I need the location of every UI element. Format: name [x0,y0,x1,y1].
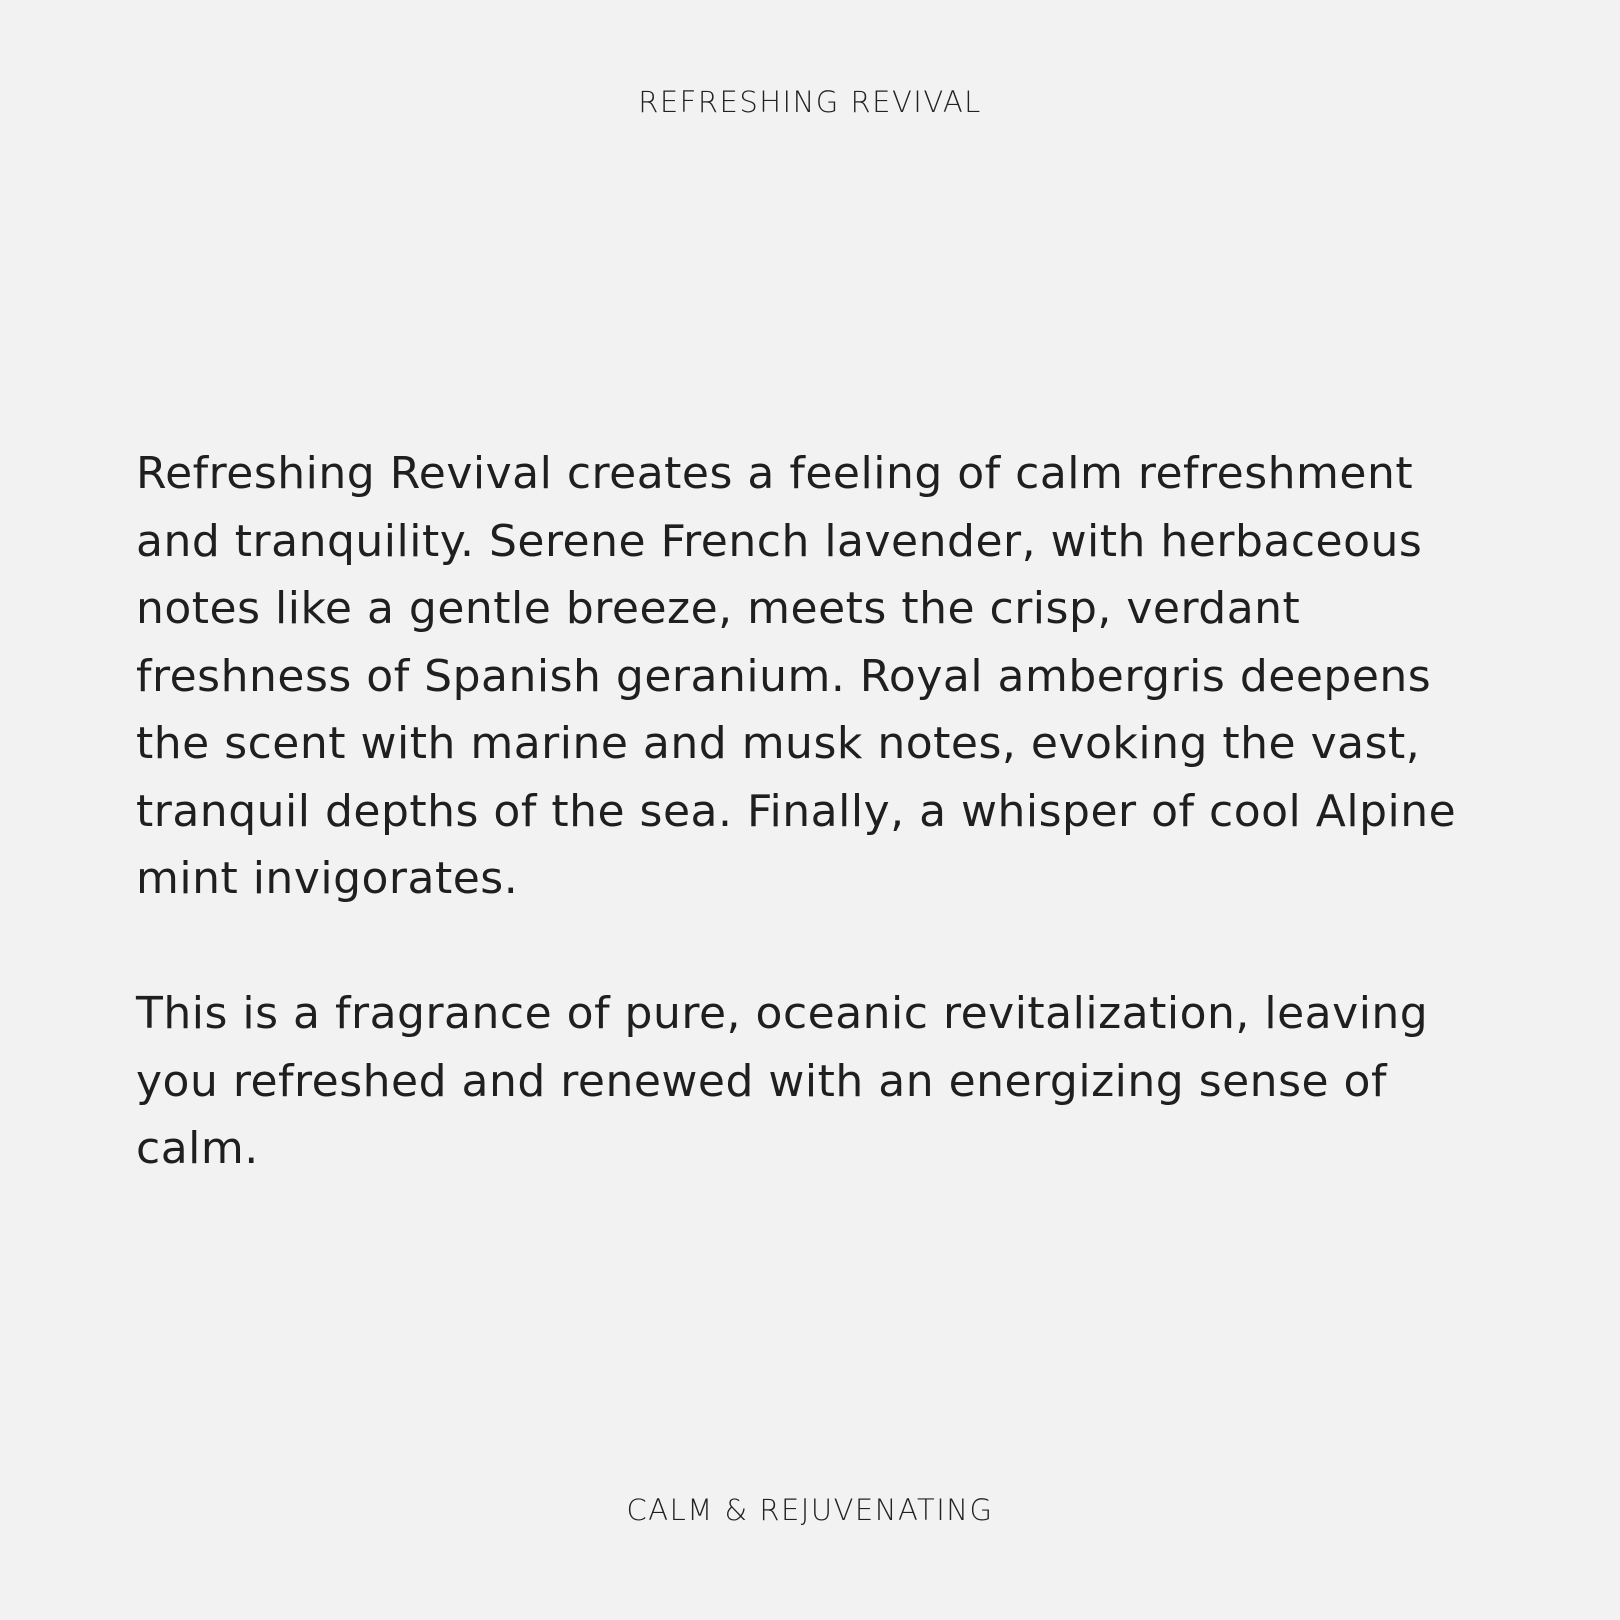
description-paragraph-1: Refreshing Revival creates a feeling of calm refreshment and tranquility. Serene French lavender, with herbaceous notes like a gentle breeze, meets the crisp, verdant freshness of Spanish geranium. Royal ambergris deepens the scent with marine and musk notes, evoking the vast, tranquil depths of the sea. Finally, a whisper of cool Alpine mint invigorates. [136,448,1457,904]
description-text [136,440,1496,1183]
product-title: REFRESHING REVIVAL [638,85,982,119]
description-paragraph-2: This is a fragrance of pure, oceanic revitalization, leaving you refreshed and renewed with an energizing sense of calm. [136,988,1429,1174]
product-tagline: CALM & REJUVENATING [626,1493,994,1527]
